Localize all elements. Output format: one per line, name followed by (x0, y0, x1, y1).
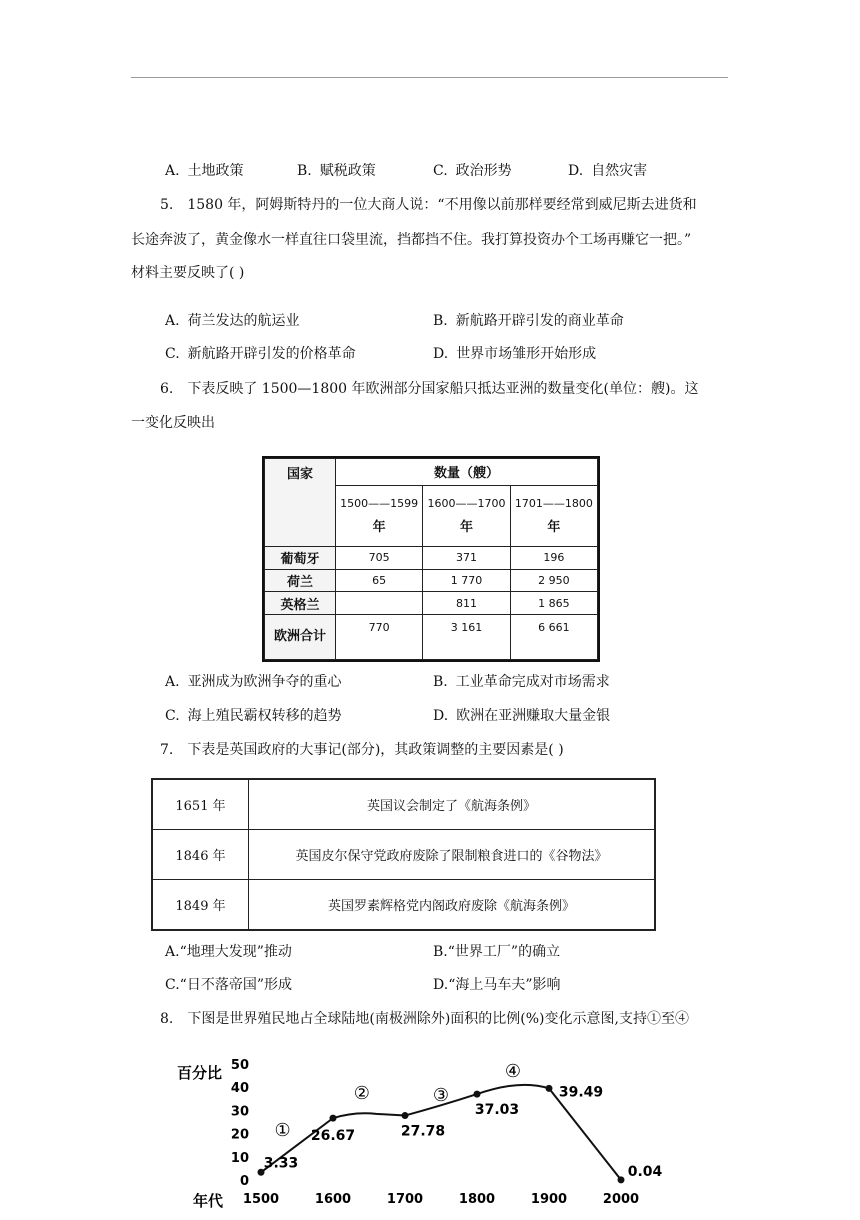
x-tick-label: 1500 (242, 1192, 280, 1207)
q5-option-a[interactable]: A. 荷兰发达的航运业 (165, 313, 300, 329)
y-tick-label: 0 (239, 1174, 249, 1189)
chart-svg (165, 1052, 685, 1216)
q6-option-c[interactable]: C. 海上殖民霸权转移的趋势 (165, 708, 342, 724)
q5-option-b[interactable]: B. 新航路开辟引发的商业革命 (433, 313, 624, 329)
q5-option-c[interactable]: C. 新航路开辟引发的价格革命 (165, 346, 356, 362)
data-label: 3.33 (263, 1155, 299, 1172)
q5-line-3: 材料主要反映了( ) (131, 265, 245, 281)
q6-option-d[interactable]: D. 欧洲在亚洲赚取大量金银 (433, 708, 611, 724)
y-tick-label: 40 (230, 1081, 249, 1097)
q7-option-d[interactable]: D.“海上马车夫”影响 (433, 977, 561, 993)
count-header: 数量（艘） (336, 459, 598, 486)
y-tick-label: 10 (230, 1150, 249, 1166)
y-tick-label: 20 (230, 1127, 249, 1143)
table-row: 1651 年 英国议会制定了《航海条例》 (153, 780, 655, 830)
annotation-marker: ③ (432, 1085, 450, 1107)
q6-option-b[interactable]: B. 工业革命完成对市场需求 (433, 674, 610, 690)
x-axis-label: 年代 (193, 1192, 224, 1210)
q5-line-1: 5. 1580 年，阿姆斯特丹的一位大商人说：“不用像以前那样要经常到威尼斯去进货和 (160, 197, 697, 213)
table-row: 葡萄牙 705 371 196 (265, 547, 598, 570)
data-label: 37.03 (474, 1102, 520, 1119)
country-header: 国家 (265, 459, 336, 547)
annotation-marker: ④ (504, 1060, 522, 1082)
y-axis-label: 百分比 (177, 1064, 223, 1082)
q8-line-1: 8. 下图是世界殖民地占全球陆地(南极洲除外)面积的比例(%)变化示意图,支持①至④ (160, 1011, 689, 1027)
q4-option-a[interactable]: A. 土地政策 (165, 163, 244, 179)
q7-line-1: 7. 下表是英国政府的大事记(部分)，其政策调整的主要因素是( ) (160, 742, 564, 758)
table-row: 1849 年 英国罗素辉格党内阁政府废除《航海条例》 (153, 880, 655, 930)
data-point (330, 1115, 337, 1122)
period-header: 1500——1599 年 (336, 485, 423, 547)
events-table (151, 778, 656, 931)
q5-line-2: 长途奔波了，黄金像水一样直往口袋里流，挡都挡不住。我打算投资办个工场再赚它一把。” (131, 232, 692, 248)
q7-option-b[interactable]: B.“世界工厂”的确立 (433, 944, 561, 960)
data-label: 27.78 (400, 1123, 446, 1140)
annotation-marker: ① (274, 1119, 291, 1141)
q4-option-d[interactable]: D. 自然灾害 (568, 163, 648, 179)
period-header: 1701——1800 年 (510, 485, 597, 547)
y-tick-label: 30 (230, 1104, 249, 1120)
data-point (546, 1085, 553, 1092)
q5-option-d[interactable]: D. 世界市场雏形开始形成 (433, 346, 597, 362)
ship-count-table (262, 456, 600, 662)
period-header: 1600——1700 年 (423, 485, 510, 547)
top-rule (131, 77, 728, 78)
data-point (402, 1112, 409, 1119)
q7-option-a[interactable]: A.“地理大发现”推动 (165, 944, 292, 960)
y-tick-label: 50 (230, 1058, 249, 1073)
q7-option-c[interactable]: C.“日不落帝国”形成 (165, 977, 292, 993)
data-label: 26.67 (310, 1128, 356, 1145)
table-row: 英格兰 811 1 865 (265, 592, 598, 615)
table-row: 荷兰 65 1 770 2 950 (265, 569, 598, 592)
x-tick-label: 1900 (530, 1192, 568, 1207)
x-tick-label: 1600 (314, 1192, 352, 1207)
data-label: 0.04 (627, 1163, 663, 1180)
data-label: 39.49 (558, 1084, 604, 1101)
q4-option-b[interactable]: B. 赋税政策 (297, 163, 376, 179)
q6-option-a[interactable]: A. 亚洲成为欧洲争夺的重心 (165, 674, 342, 690)
data-point (618, 1176, 625, 1183)
table-row: 1846 年 英国皮尔保守党政府废除了限制粮食进口的《谷物法》 (153, 830, 655, 880)
q6-line-1: 6. 下表反映了 1500—1800 年欧洲部分国家船只抵达亚洲的数量变化(单位：艘)。这 (160, 381, 699, 397)
q6-line-2: 一变化反映出 (131, 415, 215, 431)
q4-option-c[interactable]: C. 政治形势 (433, 163, 512, 179)
table-row: 欧洲合计 770 3 161 6 661 (265, 614, 598, 659)
x-tick-label: 1800 (458, 1192, 496, 1207)
x-tick-label: 1700 (386, 1192, 424, 1207)
data-point (474, 1091, 481, 1098)
colony-area-chart (165, 1052, 685, 1216)
x-tick-label: 2000 (602, 1192, 640, 1207)
annotation-marker: ② (353, 1082, 370, 1104)
